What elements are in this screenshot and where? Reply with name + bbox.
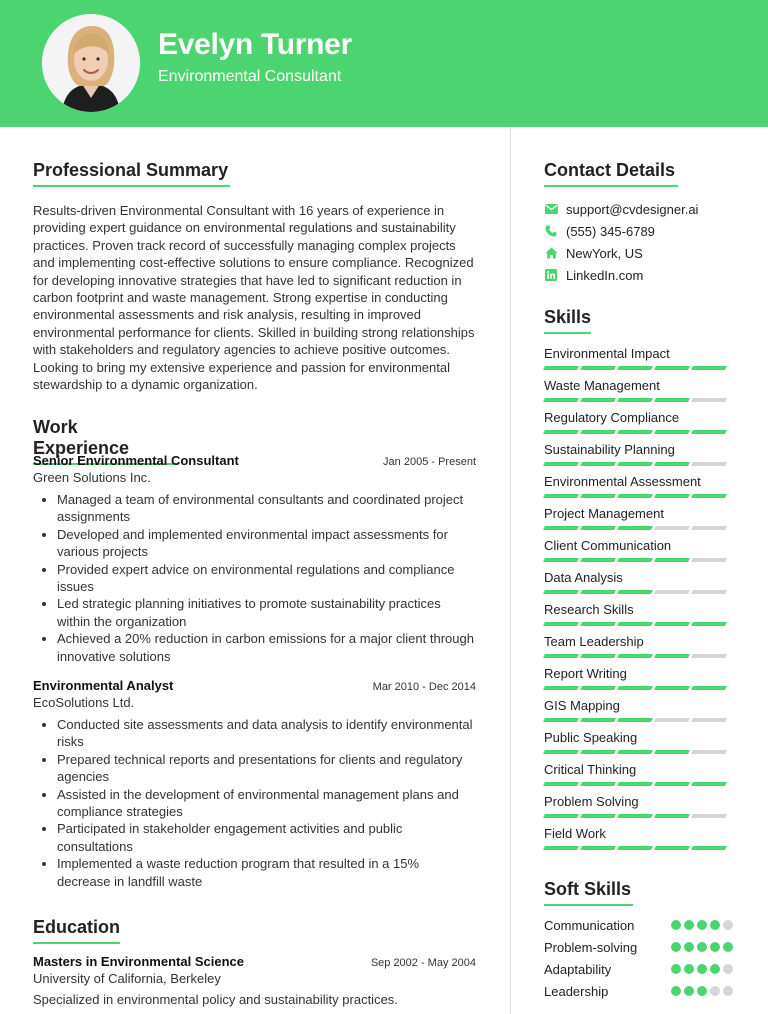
- skill-name: Field Work: [544, 826, 606, 841]
- rating-dot: [723, 986, 733, 996]
- skill-level-segment: [691, 718, 727, 722]
- skill-level-segment: [691, 462, 727, 466]
- contact-text: support@cvdesigner.ai: [566, 201, 699, 217]
- skill-level-segment: [580, 686, 616, 690]
- skill-level-segment: [543, 558, 579, 562]
- rating-dot: [723, 920, 733, 930]
- skill-level-bar: [544, 558, 744, 562]
- degree-title: Masters in Environmental Science: [33, 954, 244, 969]
- rating-dot: [697, 920, 707, 930]
- skill-level-segment: [691, 654, 727, 658]
- list-item: • Developed and implemented environmental impact assessments for various projects: [57, 526, 476, 561]
- rating-dot: [723, 964, 733, 974]
- school-name: University of California, Berkeley: [33, 971, 221, 986]
- skill-name: Research Skills: [544, 602, 634, 617]
- skill-item: [544, 538, 744, 570]
- education-heading: Education: [33, 917, 120, 944]
- skill-level-segment: [617, 494, 653, 498]
- soft-skill-rating: [671, 942, 733, 952]
- contact-text: NewYork, US: [566, 245, 643, 261]
- soft-skill-rating: [671, 964, 733, 974]
- rating-dot: [684, 964, 694, 974]
- home-icon: [544, 246, 558, 260]
- candidate-name: Evelyn Turner: [158, 28, 352, 61]
- list-item: • Conducted site assessments and data analysis to identify environmental risks: [57, 716, 476, 751]
- skill-level-segment: [654, 686, 690, 690]
- skill-level-segment: [580, 622, 616, 626]
- skill-level-segment: [691, 590, 727, 594]
- contact-linkedin[interactable]: [544, 264, 744, 286]
- education-date: Sep 2002 - May 2004: [370, 957, 476, 969]
- skill-item: [544, 602, 744, 634]
- skill-level-segment: [691, 430, 727, 434]
- skill-name: Regulatory Compliance: [544, 410, 680, 425]
- skills-list: [544, 346, 744, 858]
- job-date: Mar 2010 - Dec 2014: [372, 681, 476, 693]
- skill-level-bar: [544, 654, 744, 658]
- skill-level-segment: [654, 622, 690, 626]
- skill-name: Critical Thinking: [544, 762, 637, 777]
- candidate-role: Environmental Consultant: [158, 68, 342, 85]
- skill-item: [544, 634, 744, 666]
- skill-level-segment: [543, 846, 579, 850]
- skill-name: Sustainability Planning: [544, 442, 675, 457]
- skill-name: Team Leadership: [544, 634, 644, 649]
- skill-item: [544, 794, 744, 826]
- skill-level-segment: [617, 654, 653, 658]
- list-item: • Implemented a waste reduction program that resulted in a 15% decrease in landfill waste: [57, 855, 476, 890]
- skill-level-bar: [544, 846, 744, 850]
- rating-dot: [684, 942, 694, 952]
- skill-level-segment: [691, 750, 727, 754]
- skill-item: [544, 378, 744, 410]
- skill-name: Problem Solving: [544, 794, 639, 809]
- skill-level-segment: [691, 782, 727, 786]
- rating-dot: [710, 942, 720, 952]
- skill-level-segment: [617, 558, 653, 562]
- contact-text: (555) 345-6789: [566, 223, 655, 239]
- list-item: • Managed a team of environmental consultants and coordinated project assignments: [57, 491, 476, 526]
- skill-level-segment: [617, 814, 653, 818]
- skill-level-segment: [580, 366, 616, 370]
- skill-name: Waste Management: [544, 378, 660, 393]
- skill-level-segment: [654, 494, 690, 498]
- soft-skill-item: [544, 980, 733, 1002]
- list-item: • Prepared technical reports and presentations for clients and regulatory agencies: [57, 751, 476, 786]
- contact-phone[interactable]: [544, 220, 744, 242]
- skill-level-segment: [580, 718, 616, 722]
- education-entry: [33, 954, 476, 1008]
- skill-level-segment: [580, 590, 616, 594]
- skill-level-segment: [617, 366, 653, 370]
- column-divider: [510, 127, 511, 1014]
- skill-level-segment: [617, 622, 653, 626]
- skill-level-segment: [543, 686, 579, 690]
- skill-level-segment: [580, 782, 616, 786]
- skill-level-segment: [580, 430, 616, 434]
- summary-text: Results-driven Environmental Consultant with 16 years of experience in providing expert guidance on environmental regulations and sustainability practices. Proven track record of successfully managing complex projects and implementing cost-effective solutions to ensure compliance. Recognized for developing innovative strategies that have led to significant reduction in carbon footprint and waste management. Strong expertise in conducting environmental assessments and risk analysis, resulting in improved environmental performance for clients. Skilled in building strong relationships with stakeholders and regulatory agencies to achieve positive outcomes. Looking to bring my extensive experience and passion for environmental stewardship to a dynamic organization.: [33, 203, 475, 393]
- skill-level-segment: [543, 782, 579, 786]
- skill-level-segment: [543, 654, 579, 658]
- skill-level-segment: [654, 590, 690, 594]
- skill-item: [544, 698, 744, 730]
- soft-skill-rating: [671, 920, 733, 930]
- soft-skill-item: [544, 936, 733, 958]
- skill-level-segment: [654, 430, 690, 434]
- skill-item: [544, 410, 744, 442]
- skill-level-bar: [544, 462, 744, 466]
- skill-name: Project Management: [544, 506, 664, 521]
- skill-level-segment: [654, 366, 690, 370]
- job-company: EcoSolutions Ltd.: [33, 695, 135, 710]
- skill-level-segment: [691, 686, 727, 690]
- skill-level-segment: [543, 750, 579, 754]
- job-entry: [33, 453, 476, 665]
- job-title: Senior Environmental Consultant: [33, 453, 239, 468]
- list-item: • Participated in stakeholder engagement activities and public consultations: [57, 820, 476, 855]
- skill-name: GIS Mapping: [544, 698, 620, 713]
- skill-level-segment: [691, 494, 727, 498]
- rating-dot: [697, 964, 707, 974]
- skill-level-segment: [543, 526, 579, 530]
- job-bullets: [33, 716, 476, 890]
- summary-heading: Professional Summary: [33, 160, 230, 187]
- skill-level-segment: [617, 590, 653, 594]
- soft-skill-name: Communication: [544, 917, 635, 933]
- soft-skill-name: Leadership: [544, 983, 609, 999]
- skill-level-segment: [543, 430, 579, 434]
- skill-level-segment: [691, 846, 727, 850]
- rating-dot: [697, 986, 707, 996]
- job-company: Green Solutions Inc.: [33, 470, 151, 485]
- skill-item: [544, 730, 744, 762]
- skill-level-segment: [543, 622, 579, 626]
- skill-level-bar: [544, 686, 744, 690]
- skill-level-segment: [654, 654, 690, 658]
- skill-level-segment: [691, 398, 727, 402]
- experience-heading: Work Experience: [33, 417, 178, 465]
- contact-heading: Contact Details: [544, 160, 678, 187]
- skill-level-segment: [543, 366, 579, 370]
- skill-item: [544, 474, 744, 506]
- soft-skill-rating: [671, 986, 733, 996]
- skill-level-bar: [544, 590, 744, 594]
- skill-item: [544, 442, 744, 474]
- skill-level-segment: [691, 366, 727, 370]
- soft-skill-name: Adaptability: [544, 961, 612, 977]
- soft-skills-list: [544, 914, 744, 1002]
- skill-level-segment: [691, 814, 727, 818]
- skill-level-segment: [580, 526, 616, 530]
- skill-level-segment: [580, 846, 616, 850]
- skill-level-bar: [544, 398, 744, 402]
- skill-name: Environmental Impact: [544, 346, 670, 361]
- contact-list: [544, 198, 744, 286]
- skill-level-bar: [544, 622, 744, 626]
- list-item: • Achieved a 20% reduction in carbon emissions for a major client through innovative solutions: [57, 630, 476, 665]
- skill-level-segment: [654, 846, 690, 850]
- rating-dot: [671, 986, 681, 996]
- skill-level-segment: [617, 718, 653, 722]
- soft-skill-item: [544, 958, 733, 980]
- skill-level-segment: [691, 622, 727, 626]
- skill-level-segment: [617, 526, 653, 530]
- skill-name: Environmental Assessment: [544, 474, 701, 489]
- skill-level-segment: [617, 430, 653, 434]
- rating-dot: [671, 942, 681, 952]
- skill-level-segment: [654, 718, 690, 722]
- skill-level-segment: [654, 782, 690, 786]
- skill-level-segment: [654, 750, 690, 754]
- skills-heading: Skills: [544, 307, 591, 334]
- portrait-photo: [42, 14, 140, 112]
- contact-email[interactable]: [544, 198, 744, 220]
- soft-skill-name: Problem-solving: [544, 939, 638, 955]
- rating-dot: [671, 964, 681, 974]
- rating-dot: [723, 942, 733, 952]
- job-entry: [33, 678, 476, 890]
- rating-dot: [710, 964, 720, 974]
- job-title: Environmental Analyst: [33, 678, 174, 693]
- skill-level-bar: [544, 782, 744, 786]
- education-note: Specialized in environmental policy and sustainability practices.: [33, 992, 398, 1007]
- skill-level-segment: [617, 782, 653, 786]
- job-date: Jan 2005 - Present: [383, 456, 476, 468]
- header-banner: [0, 0, 768, 127]
- skill-level-segment: [543, 814, 579, 818]
- phone-icon: [544, 224, 558, 238]
- skill-level-segment: [691, 558, 727, 562]
- skill-level-segment: [617, 462, 653, 466]
- rating-dot: [684, 920, 694, 930]
- rating-dot: [697, 942, 707, 952]
- skill-level-segment: [580, 494, 616, 498]
- skill-level-segment: [654, 526, 690, 530]
- soft-skill-item: [544, 914, 733, 936]
- list-item: • Led strategic planning initiatives to promote sustainability practices within the organization: [57, 595, 476, 630]
- skill-level-segment: [543, 590, 579, 594]
- skill-level-bar: [544, 814, 744, 818]
- skill-level-segment: [654, 398, 690, 402]
- list-item: • Provided expert advice on environmental regulations and compliance issues: [57, 561, 476, 596]
- rating-dot: [710, 986, 720, 996]
- skill-level-bar: [544, 494, 744, 498]
- skill-level-segment: [543, 494, 579, 498]
- skill-level-segment: [654, 462, 690, 466]
- skill-level-segment: [543, 398, 579, 402]
- skill-level-segment: [580, 558, 616, 562]
- skill-level-bar: [544, 366, 744, 370]
- skill-level-segment: [580, 654, 616, 658]
- skill-level-bar: [544, 526, 744, 530]
- contact-location: [544, 242, 744, 264]
- skill-level-segment: [617, 846, 653, 850]
- skill-item: [544, 762, 744, 794]
- skill-level-segment: [654, 814, 690, 818]
- skill-name: Client Communication: [544, 538, 672, 553]
- skill-level-bar: [544, 718, 744, 722]
- skill-level-segment: [691, 526, 727, 530]
- contact-text: LinkedIn.com: [566, 267, 644, 283]
- linkedin-icon: [544, 268, 558, 282]
- avatar: [42, 14, 140, 112]
- skill-level-segment: [580, 750, 616, 754]
- skill-name: Report Writing: [544, 666, 627, 681]
- skill-item: [544, 570, 744, 602]
- skill-level-segment: [617, 750, 653, 754]
- skill-level-segment: [617, 398, 653, 402]
- rating-dot: [684, 986, 694, 996]
- skill-name: Public Speaking: [544, 730, 638, 745]
- skill-name: Data Analysis: [544, 570, 623, 585]
- skill-level-bar: [544, 750, 744, 754]
- job-bullets: [33, 491, 476, 665]
- list-item: • Assisted in the development of environmental management plans and compliance strategies: [57, 786, 476, 821]
- rating-dot: [671, 920, 681, 930]
- skill-level-segment: [617, 686, 653, 690]
- skill-item: [544, 666, 744, 698]
- skill-level-bar: [544, 430, 744, 434]
- skill-level-segment: [580, 462, 616, 466]
- skill-item: [544, 506, 744, 538]
- rating-dot: [710, 920, 720, 930]
- email-icon: [544, 202, 558, 216]
- skill-level-segment: [543, 462, 579, 466]
- soft-skills-heading: Soft Skills: [544, 879, 633, 906]
- skill-level-segment: [654, 558, 690, 562]
- skill-level-segment: [580, 398, 616, 402]
- skill-level-segment: [543, 718, 579, 722]
- skill-item: [544, 826, 744, 858]
- skill-level-segment: [580, 814, 616, 818]
- skill-item: [544, 346, 744, 378]
